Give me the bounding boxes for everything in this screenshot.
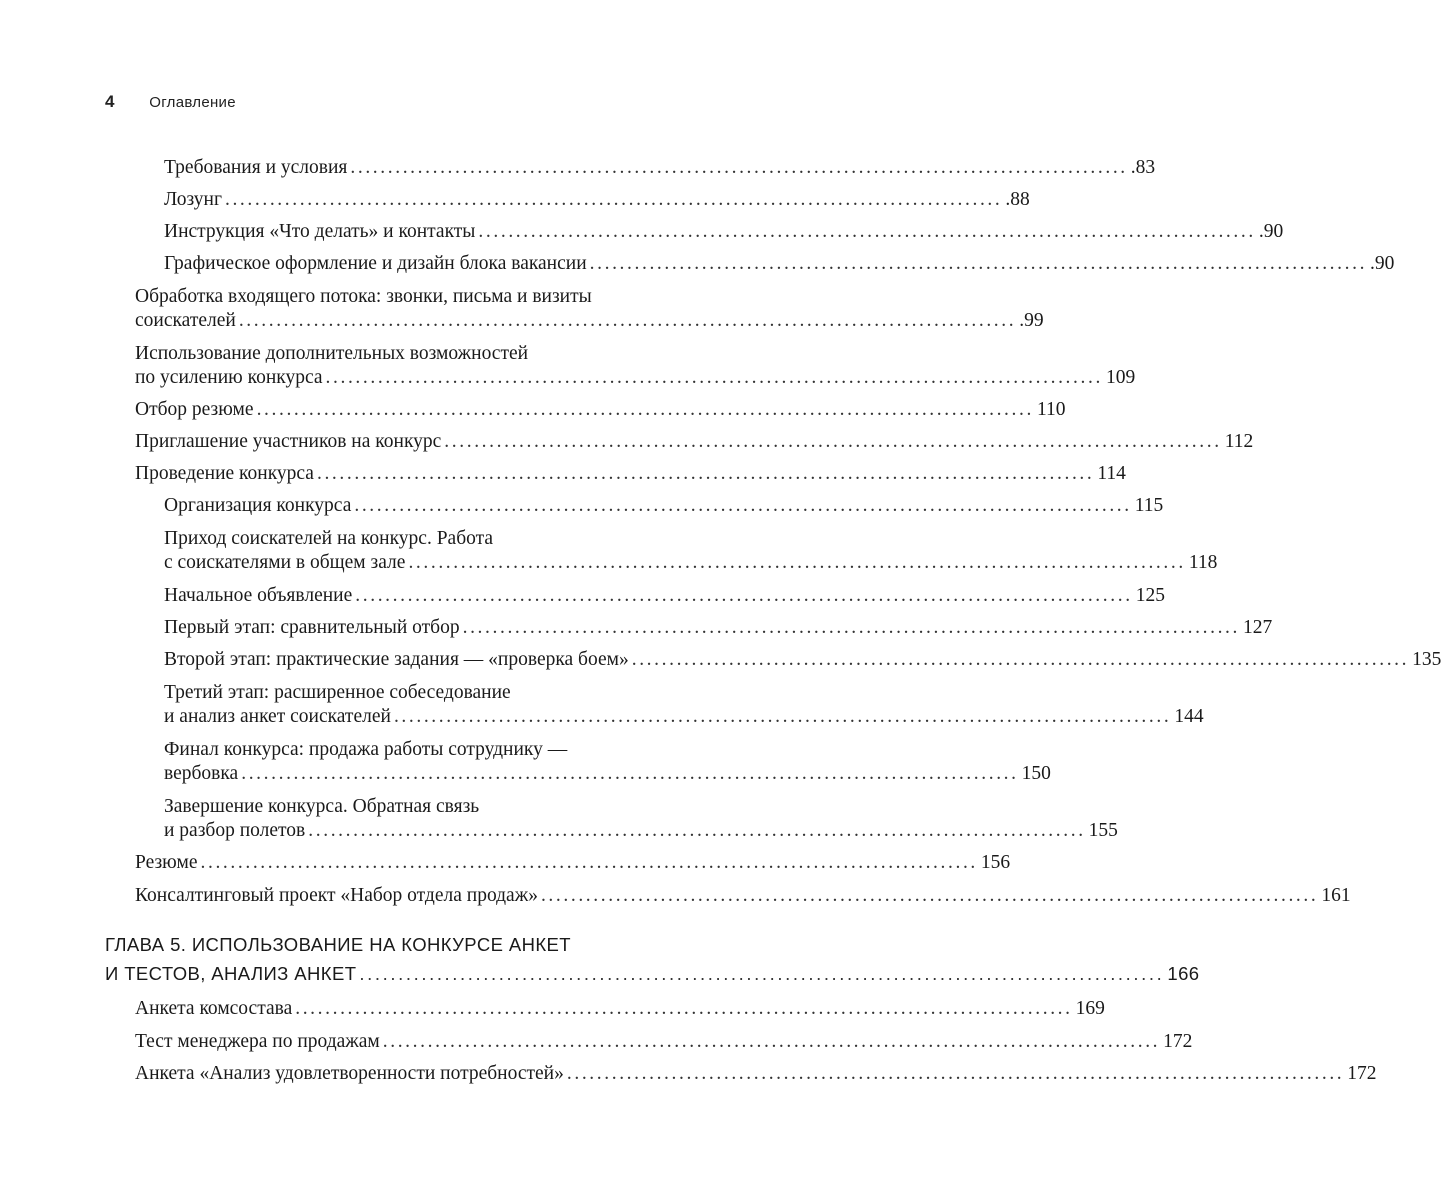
toc-entry-page: 155 [1088,820,1118,841]
toc-entry-title: и анализ анкет соискателей [164,706,391,727]
toc-entry [164,738,1051,786]
dot-leader: ........................................................................................................ [589,253,1368,274]
dot-leader: ........................................................................................................ [393,706,1172,727]
dot-leader: ........................................................................................................ [224,189,1003,210]
toc-entry-page: 166 [1167,963,1200,984]
toc-entry [135,342,1136,390]
toc-entry-page: 135 [1412,649,1441,670]
dot-leader: ........................................................................................................ [238,310,1017,331]
toc-entry-page: 169 [1075,998,1105,1019]
toc-entry-page: 156 [980,852,1011,873]
toc-entry-page: .90 [1258,221,1284,242]
dot-leader: ........................................................................................................ [631,649,1410,670]
toc-entry-title-line1: Завершение конкурса. Обратная связь [164,796,480,817]
toc-entry-title-line1: Приход соискателей на конкурс. Работа [164,528,494,549]
toc-entry-title: Организация конкурса [164,495,352,516]
dot-leader: ........................................................................................................ [200,852,978,873]
toc-entry-title: Резюме [135,852,198,873]
toc-entry-title: Начальное объявление [164,585,353,606]
toc-entry-title-line1: Третий этап: расширенное собеседование [164,682,511,703]
toc-entry-title: Проведение конкурса [135,463,314,484]
header-title: Оглавление [149,94,236,111]
toc-entry-page: 109 [1105,367,1136,388]
toc-entry-title: И ТЕСТОВ, АНАЛИЗ АНКЕТ [105,963,357,984]
dot-leader: ........................................................................................................ [355,585,1133,606]
toc-entry [164,681,1204,729]
dot-leader: ........................................................................................................ [408,552,1186,573]
toc-entry-page: 110 [1036,399,1066,420]
toc-entry-title-line1: Использование дополнительных возможностей [135,343,529,364]
toc-entry-page: 112 [1224,431,1254,452]
toc-entry-page: 118 [1188,552,1218,573]
dot-leader: ........................................................................................................ [444,431,1222,452]
toc-entry [164,527,1218,575]
toc-entry [164,220,1284,244]
toc-entry-page: 172 [1163,1031,1193,1052]
toc-entry-page: 127 [1243,617,1273,638]
toc-entry-title: вербовка [164,763,239,784]
toc-entry-title-line1: ГЛАВА 5. ИСПОЛЬЗОВАНИЕ НА КОНКУРСЕ АНКЕТ [105,934,571,955]
toc-entry [164,494,1164,518]
dot-leader: ........................................................................................................ [354,495,1132,516]
toc-entry-page: .83 [1130,157,1156,178]
dot-leader: ........................................................................................................ [325,367,1103,388]
toc-entry [135,430,1254,454]
dot-leader: ........................................................................................................ [540,885,1319,906]
toc-entry [164,252,1395,276]
toc-entry-page: .99 [1019,310,1044,331]
toc-entry [164,584,1165,608]
dot-leader: ........................................................................................................ [241,763,1019,784]
dot-leader: ........................................................................................................ [295,998,1073,1019]
dot-leader: ........................................................................................................ [478,221,1256,242]
toc-entry-title: Анкета комсостава [135,998,293,1019]
toc-entry-page: 144 [1174,706,1204,727]
toc-entry-title: Лозунг [164,189,222,210]
toc-entry-title-line1: Финал конкурса: продажа работы сотруднику — [164,739,568,760]
dot-leader: ........................................................................................................ [256,399,1034,420]
toc-entry [164,616,1273,640]
toc-entry [135,462,1126,486]
toc-entry-title: Графическое оформление и дизайн блока вакансии [164,253,587,274]
toc-entry-title: и разбор полетов [164,820,306,841]
toc-entry-page: 125 [1135,585,1165,606]
toc-entry-page: 114 [1097,463,1126,484]
page-number: 4 [105,92,115,111]
toc-entry-page: .88 [1005,189,1030,210]
toc-entry [135,997,1105,1021]
toc-entry [135,1030,1193,1054]
toc-entry [135,851,1011,875]
dot-leader: ........................................................................................................ [350,157,1128,178]
dot-leader: ........................................................................................................ [316,463,1095,484]
toc-entry [135,285,1044,333]
toc-entry-title: Консалтинговый проект «Набор отдела продаж» [135,885,538,906]
dot-leader: ........................................................................................................ [359,963,1165,984]
toc-entry-title: с соискателями в общем зале [164,552,406,573]
toc-entry [135,884,1351,908]
toc-entry-page: 172 [1347,1063,1377,1084]
toc-entry-title: Тест менеджера по продажам [135,1031,380,1052]
toc-entry-title: по усилению конкурса [135,367,323,388]
toc-entry [135,1062,1377,1086]
toc-entry-page: 150 [1021,763,1051,784]
toc-entry-title: Первый этап: сравнительный отбор [164,617,460,638]
dot-leader: ........................................................................................................ [382,1031,1161,1052]
toc-entry-page: 161 [1321,885,1351,906]
dot-leader: ........................................................................................................ [308,820,1086,841]
toc-entry [135,398,1066,422]
dot-leader: ........................................................................................................ [462,617,1240,638]
toc-chapter-entry [105,930,1200,988]
toc-entry-title-line1: Обработка входящего потока: звонки, письма и визиты [135,286,592,307]
toc-entry-title: Анкета «Анализ удовлетворенности потребностей» [135,1063,564,1084]
toc-entry-title: Инструкция «Что делать» и контакты [164,221,476,242]
toc-entry-page: .90 [1370,253,1395,274]
toc-entry [164,648,1441,672]
toc-entry-title: Требования и условия [164,157,348,178]
toc-entry-title: соискателей [135,310,236,331]
toc-entry [164,156,1156,180]
toc-entry [164,795,1118,843]
toc-entry-page: 115 [1134,495,1164,516]
dot-leader: ........................................................................................................ [566,1063,1345,1084]
toc-entry-title: Приглашение участников на конкурс [135,431,442,452]
toc-entry [164,188,1030,212]
toc-entry-title: Отбор резюме [135,399,254,420]
toc-entry-title: Второй этап: практические задания — «проверка боем» [164,649,629,670]
